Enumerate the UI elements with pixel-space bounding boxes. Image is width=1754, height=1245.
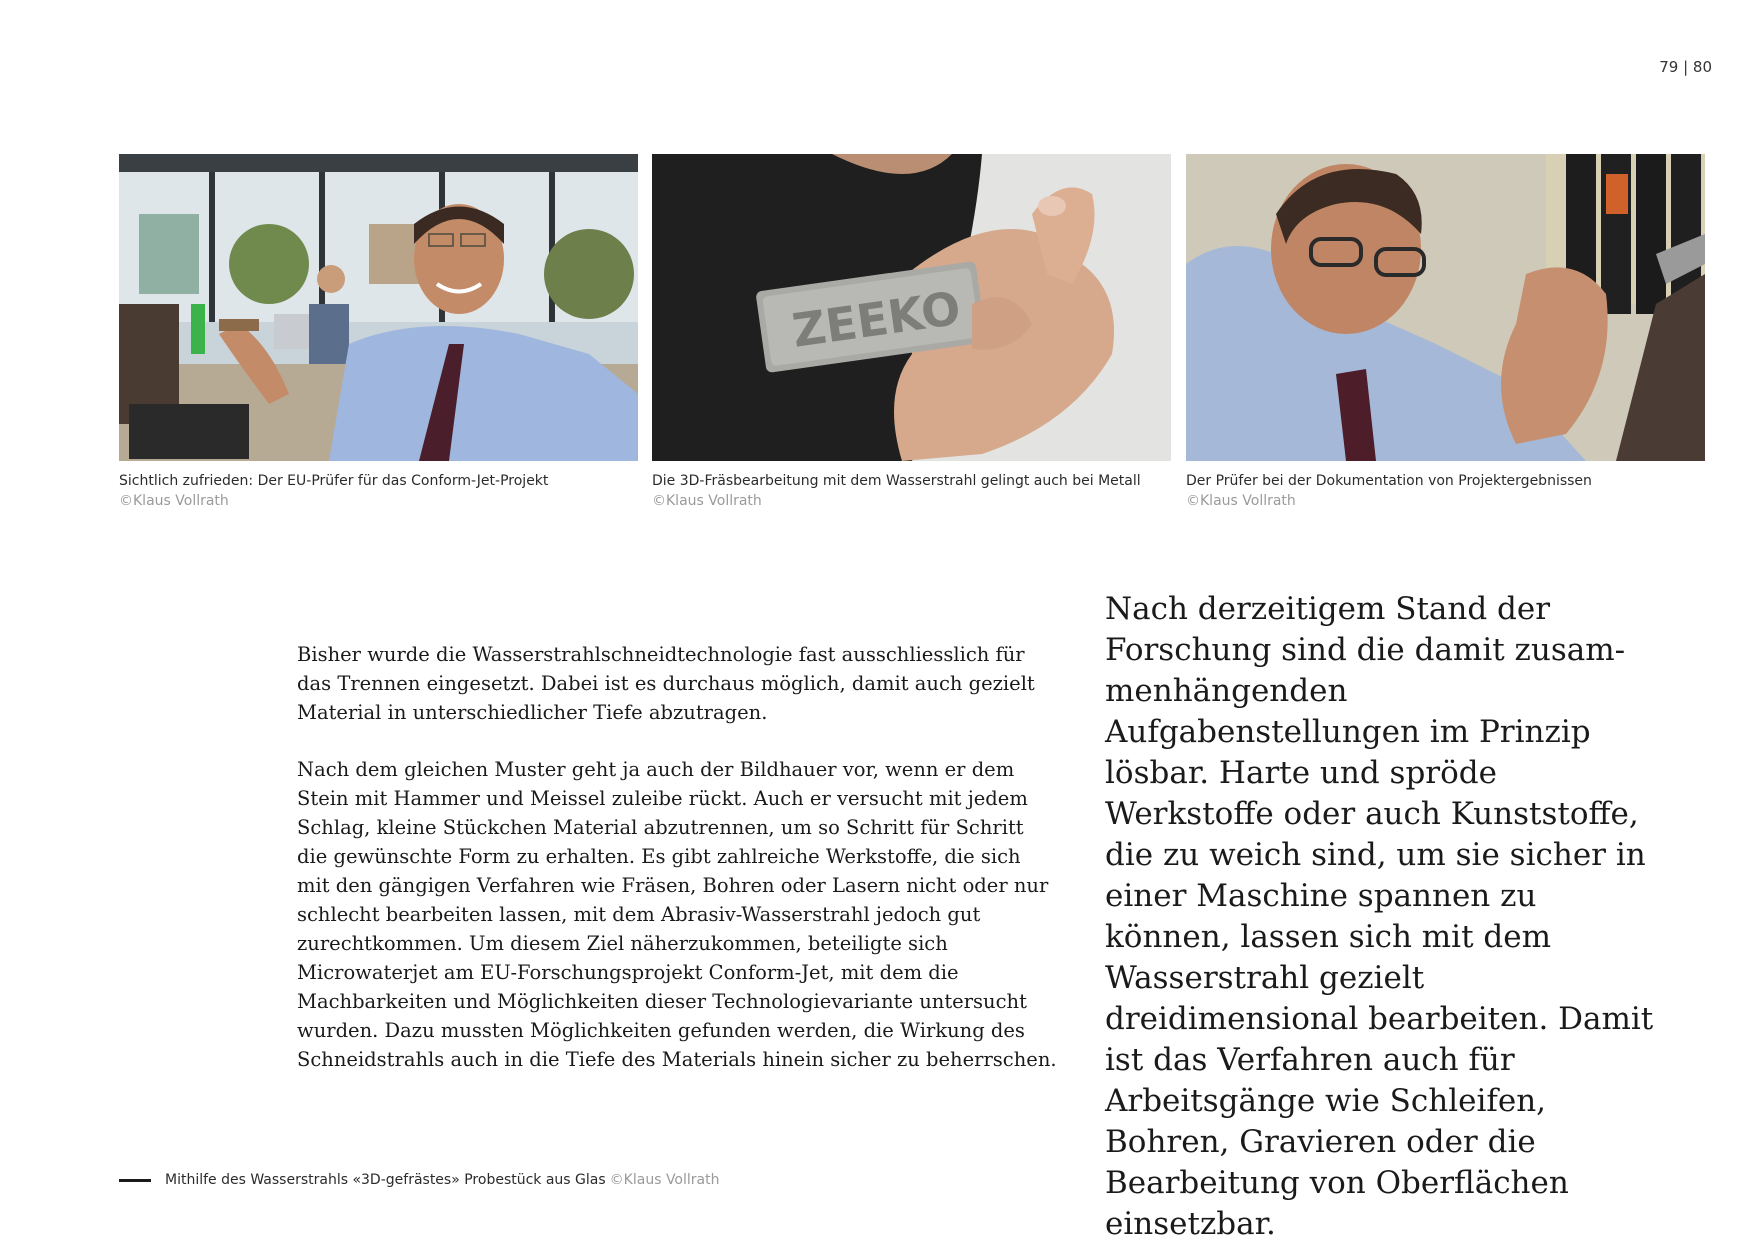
article-body — [297, 640, 1057, 1102]
footnote-text: Mithilfe des Wasserstrahls «3D-gefrästes» Probestück aus Glas — [165, 1172, 606, 1188]
footnote-credit: ©Klaus Vollrath — [609, 1172, 720, 1188]
footnote-rule — [119, 1179, 151, 1182]
photo-zeeko-metal-sample — [652, 154, 1171, 461]
caption-text: Der Prüfer bei der Dokumentation von Projektergebnissen — [1186, 473, 1592, 489]
photo-eu-reviewer-smiling — [119, 154, 638, 461]
caption-text: Die 3D-Fräsbearbeitung mit dem Wasserstrahl gelingt auch bei Metall — [652, 473, 1141, 489]
zeeko-engraving: ZEEKO — [788, 280, 964, 358]
caption-credit: ©Klaus Vollrath — [652, 493, 762, 509]
body-paragraph: Bisher wurde die Wasserstrahlschneidtechnologie fast ausschliesslich für das Trennen eingesetzt. Dabei ist es durchaus möglich, damit auch gezielt Material in unterschiedlicher Tiefe abzutragen. — [297, 643, 1035, 724]
figure-footnote — [119, 1172, 719, 1188]
body-paragraph: Nach dem gleichen Muster geht ja auch der Bildhauer vor, wenn er dem Stein mit Hammer und Meissel zuleibe rückt. Auch er versucht mit jedem Schlag, kleine Stückchen Material abzutrennen, um so Schritt für Schritt die gewünschte Form zu erhalten. Es gibt zahlreiche Werkstoffe, die sich mit den gängigen Verfahren wie Fräsen, Bohren oder Lasern nicht oder nur schlecht bearbeiten lassen, mit dem Abrasiv-Wasserstrahl jedoch gut zurechtkommen. Um diesem Ziel näherzukommen, beteiligte sich Microwaterjet am EU-Forschungsprojekt Conform-Jet, mit dem die Machbarkeiten und Möglichkeiten dieser Technologievariante untersucht wurden. Dazu mussten Möglichkeiten gefunden werden, die Wirkung des Schneidstrahls auch in die Tiefe des Materials hinein sicher zu beherrschen. — [297, 758, 1057, 1071]
caption-credit: ©Klaus Vollrath — [1186, 493, 1296, 509]
photo-caption — [119, 471, 659, 511]
photo-caption — [652, 471, 1192, 511]
caption-credit: ©Klaus Vollrath — [119, 493, 229, 509]
pull-quote: Nach derzeitigem Stand der Forschung sind die damit zusammenhängenden Aufgabenstellungen im Prinzip lösbar. Harte und spröde Werkstoffe oder auch Kunststoffe, die zu weich sind, um sie sicher in einer Maschine spannen zu können, lassen sich mit dem Wasserstrahl gezielt dreidimensional bearbeiten. Damit ist das Verfahren auch für Arbeitsgänge wie Schleifen, Bohren, Gravieren oder die Bearbeitung von Oberflächen einsetzbar. — [1105, 591, 1654, 1242]
caption-text: Sichtlich zufrieden: Der EU-Prüfer für das Conform-Jet-Projekt — [119, 473, 549, 489]
photo-reviewer-documentation — [1186, 154, 1705, 461]
page-number: 79 | 80 — [1659, 58, 1712, 76]
photo-caption — [1186, 471, 1726, 511]
